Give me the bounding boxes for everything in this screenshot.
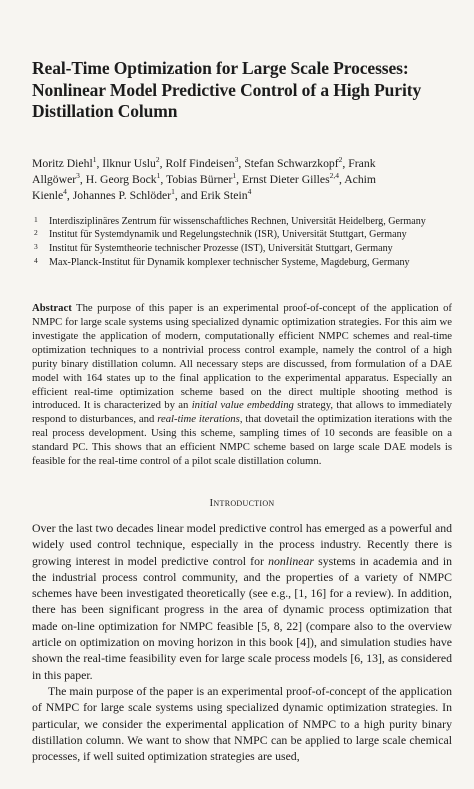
introduction-heading: Introduction: [209, 496, 275, 509]
abstract-emphasis: initial value embedding: [191, 399, 294, 412]
title-line-2: Nonlinear Model Predictive Control of a High Purity: [32, 79, 422, 100]
author-affil-sup: 1: [171, 187, 175, 197]
author-line-1: Moritz Diehl$^1$, Ilknur Uslu$^2$, Rolf Findeisen$^3$, Stefan Schwarzkopf$^2$, Frank: [32, 154, 376, 170]
abstract: [32, 302, 452, 469]
author: Stefan Schwarzkopf: [244, 156, 339, 170]
abstract-text: The purpose of this paper is an experimental proof-of-concept of the application of NMPC for large scale systems using specialized dynamic optimization strategies. For this aim we investigate the application of modern, computationally efficient NMPC schemes and real-time optimization techniques to a nontrivial process control example, namely the control of a high purity binary distillation column. All necessary steps are discussed, from formulation of a DAE model with 164 states up to the final application to the experimental apparatus. Especially an efficient real-time optimization scheme based on the direct multiple shooting method is introduced. It is characterized by an: [32, 302, 452, 412]
author: Ernst Dieter Gilles: [241, 172, 330, 186]
title-line-3: Distillation Column: [32, 101, 178, 121]
author-list: [32, 156, 452, 205]
author-line-2: Allgöwer$^3$, H. Georg Bock$^1$, Tobias Bürner$^1$, Ernst Dieter Gilles$^{2,4}$, Achim: [32, 171, 377, 186]
author: and Erik Stein: [180, 189, 248, 203]
affiliation-number: 1: [34, 214, 38, 224]
paper-title: [32, 58, 452, 123]
paragraph-text: Over the last two decades linear model predictive control has emerged as a powerful and widely used control technique, especially in the process industry. Recently there is growing interest in model predictive control for: [32, 520, 452, 568]
author: H. Georg Bock: [85, 172, 157, 186]
author: Moritz Diehl: [32, 156, 93, 170]
affiliation-text: Institut für Systemtheorie technischer Prozesse (IST), Universität Stuttgart, Germany: [49, 242, 393, 254]
author-affil-sup: 2: [338, 154, 343, 164]
affiliation-text: Max-Planck-Institut für Dynamik komplexer technischer Systeme, Magdeburg, Germany: [49, 256, 410, 268]
abstract-text: strategy, that allows to immediately respond to disturbances, and: [32, 399, 452, 426]
abstract-label: Abstract: [32, 302, 72, 315]
affiliation-item: [32, 228, 452, 242]
author-affil-sup: 4: [63, 187, 67, 197]
author: Johannes P. Schlöder: [72, 189, 172, 203]
author-affil-sup: 3: [234, 154, 239, 164]
affiliation-text: Institut für Systemdynamik und Regelungstechnik (ISR), Universität Stuttgart, Germany: [49, 229, 407, 241]
author-line-3: Kienle$^4$, Johannes P. Schlöder$^1$, and Erik Stein$^4$: [32, 187, 252, 203]
author-affil-sup: 1: [156, 171, 161, 181]
paragraph: The main purpose of the paper is an experimental proof-of-concept of the application of NMPC for large scale systems using specialized dynamic optimization strategies. In particular, we consider the experimental application of NMPC to a high purity binary distillation column. We want to show that NMPC can be applied to large scale chemical processes, if well suited optimization strategies are used,: [32, 683, 452, 764]
author: Achim: [344, 172, 377, 186]
abstract-text: , that dovetail the optimization iterations with the real process development. Using this scheme, sampling times of 10 seconds are feasible on a standard PC. This shows that an efficient NMPC scheme based on large scale DAE models is feasible for the real-time control of a pilot scale distillation column.: [32, 413, 453, 468]
author-affil-sup: 1: [232, 171, 237, 181]
affiliation-number: 3: [34, 241, 38, 251]
affiliation-text: Interdisziplinäres Zentrum für wissenschaftliches Rechnen, Universität Heidelberg, Germany: [49, 215, 426, 227]
author: Frank: [348, 156, 376, 170]
affiliation-item: [32, 242, 452, 256]
paragraph-emphasis: nonlinear: [268, 553, 314, 568]
title-line-1: Real-Time Optimization for Large Scale Processes:: [32, 58, 409, 78]
paper-page: [32, 58, 452, 764]
abstract-emphasis: real-time iterations: [157, 413, 240, 426]
affiliation-item: [32, 215, 452, 229]
author-affil-sup: 3: [76, 171, 80, 181]
author-affil-sup: 2,4: [329, 171, 339, 181]
author: Allgöwer: [32, 172, 77, 186]
affiliation-number: 2: [34, 228, 38, 238]
affiliation-number: 4: [34, 255, 38, 265]
introduction-body: [32, 520, 452, 764]
author: Ilknur Uslu: [102, 156, 156, 170]
author: Rolf Findeisen: [165, 156, 235, 170]
paragraph: [32, 520, 452, 683]
author: Tobias Bürner: [166, 172, 233, 186]
affiliation-item: [32, 256, 452, 270]
author-affil-sup: 2: [155, 154, 160, 164]
paragraph-text: systems in academia and in the industrial process control community, and the properties of a variety of NMPC schemes have been investigated theoretically (see e.g., [1, 16] for a review). In addition, there has been significant progress in the area of dynamic process optimization that made on-line optimization for NMPC feasible [5, 8, 22] (compare also to the overview article on optimization on moving horizon in this book [4]), and simulation studies have shown the real-time feasibility even for large scale process models [6, 13], as considered in this paper.: [32, 553, 452, 682]
author-affil-sup: 1: [92, 154, 97, 164]
author: Kienle: [32, 189, 64, 203]
affiliation-list: [32, 215, 452, 269]
author-affil-sup: 4: [247, 187, 252, 197]
